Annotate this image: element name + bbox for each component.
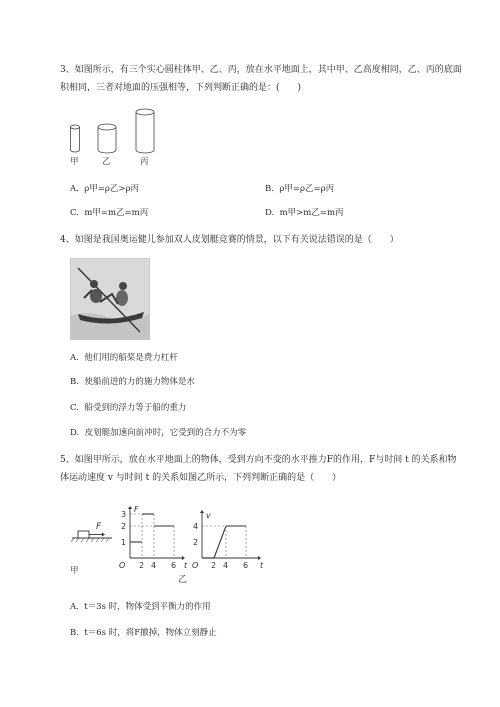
graph-f-xtick: 6	[171, 561, 177, 570]
q4-option-d[interactable]	[70, 426, 246, 440]
option-text: 船受到的浮力等于船的重力	[84, 403, 187, 413]
option-letter: B.	[70, 628, 79, 638]
q3-stem-line1: 3、如图所示，有三个实心圆柱体甲、乙、丙，放在水平地面上，其中甲、乙高度相同，乙、丙的底面	[60, 65, 462, 75]
option-text: m甲>m乙=m丙	[279, 208, 344, 218]
option-letter: D.	[70, 428, 80, 438]
graph-f-ytick: 2	[121, 522, 127, 531]
cylinder-bing	[136, 109, 154, 153]
figure-jia	[70, 522, 112, 576]
q4-stem: 4、如图是我国奥运健儿参加双人皮划艇竞赛的情景，以下有关说法错误的是（ ）	[60, 235, 399, 245]
q4-option-a[interactable]	[70, 351, 178, 365]
q3-option-d[interactable]	[265, 206, 344, 220]
q3-option-b[interactable]	[265, 182, 334, 196]
graph-force-time	[119, 505, 188, 570]
option-letter: B.	[70, 377, 79, 387]
option-letter: C.	[70, 403, 79, 413]
graph-v-ytick: 4	[193, 522, 199, 531]
cylinder-yi	[98, 124, 116, 153]
graph-v-xtick: 2	[211, 561, 217, 570]
graph-f-ytick: 3	[121, 510, 127, 519]
q3-cylinders-figure	[60, 102, 170, 168]
option-text: 使船前进的力的施力物体是水	[84, 377, 195, 387]
q3-stem-line2: 积相同，三者对地面的压强相等，下列判断正确的是：( )	[60, 83, 302, 93]
option-letter: A.	[70, 184, 79, 194]
figure-yi-label: 乙	[178, 575, 188, 585]
option-letter: A.	[70, 353, 79, 363]
option-letter: C.	[70, 208, 79, 218]
block	[78, 531, 89, 538]
q5-stem-line1: 5、如图甲所示，放在水平地面上的物体，受到方向不变的水平推力F的作用，F与时间 t 的关系和物	[60, 455, 457, 465]
figure-jia-label: 甲	[70, 566, 79, 576]
graph-f-x-axis: t	[184, 561, 188, 570]
q5-figures	[60, 500, 270, 586]
option-text: 他们用的船桨是费力杠杆	[84, 353, 178, 363]
graph-v-xtick: 6	[243, 561, 249, 570]
label-yi: 乙	[102, 157, 111, 167]
option-letter: A.	[70, 602, 79, 612]
graph-f-xtick: 4	[151, 561, 157, 570]
graph-v-ytick: 2	[193, 538, 199, 547]
graph-v-x-axis: t	[260, 561, 264, 570]
label-bing: 丙	[140, 157, 149, 167]
q4-option-b[interactable]	[70, 375, 195, 389]
graph-f-ytick: 1	[121, 538, 127, 547]
cylinder-jia	[71, 125, 80, 152]
option-text: ρ甲=ρ乙>ρ丙	[84, 184, 139, 194]
q5-option-b[interactable]	[70, 626, 217, 640]
q4-option-c[interactable]	[70, 401, 186, 415]
q5-option-a[interactable]	[70, 600, 211, 614]
graph-v-y-axis: v	[206, 511, 211, 520]
graph-f-y-axis: F	[134, 505, 139, 514]
option-letter: D.	[265, 208, 275, 218]
q3-option-a[interactable]	[70, 182, 139, 196]
graph-v-origin: O	[192, 561, 199, 570]
graph-velocity-time	[192, 510, 264, 570]
q5-stem-line2: 体运动速度 v 与时间 t 的关系如图乙所示，下列判断正确的是（ ）	[60, 473, 342, 483]
force-label: F	[96, 522, 102, 532]
label-jia: 甲	[70, 157, 79, 167]
graph-f-xtick: 2	[139, 561, 145, 570]
option-letter: B.	[265, 184, 274, 194]
kayak-photo	[70, 258, 150, 340]
option-text: 皮划艇加速向前冲时，它受到的合力不为零	[84, 428, 247, 438]
q3-option-c[interactable]	[70, 206, 148, 220]
option-text: ρ甲=ρ乙=ρ丙	[279, 184, 335, 194]
graph-f-origin: O	[119, 561, 126, 570]
option-text: m甲=m乙=m丙	[84, 208, 149, 218]
option-text: t＝3s 时，物体受到平衡力的作用	[84, 602, 211, 612]
option-text: t＝6s 时，将F撤掉，物体立刻静止	[84, 628, 217, 638]
graph-v-xtick: 4	[223, 561, 229, 570]
